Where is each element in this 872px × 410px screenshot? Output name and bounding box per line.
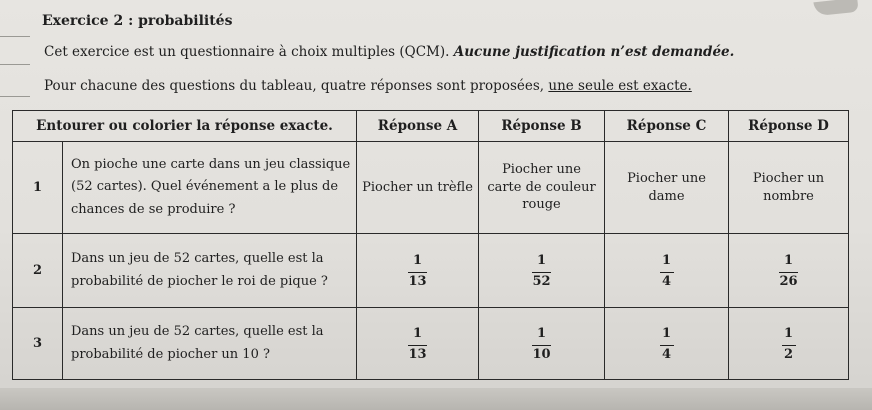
intro-line bbox=[44, 44, 734, 60]
qcm-table bbox=[12, 110, 849, 380]
instruction-line bbox=[44, 78, 692, 94]
fraction bbox=[660, 254, 674, 289]
question-text: On pioche une carte dans un jeu classique (52 cartes). Quel événement a le plus de chances de se produire ? bbox=[63, 142, 357, 234]
answer-a[interactable] bbox=[357, 308, 479, 380]
margin-rule bbox=[0, 64, 30, 65]
numerator: 1 bbox=[536, 253, 547, 269]
answer-b[interactable]: Piocher une carte de couleur rouge bbox=[479, 142, 605, 234]
page-bottom-edge bbox=[0, 388, 872, 410]
answer-d[interactable]: Piocher un nombre bbox=[729, 142, 849, 234]
fraction bbox=[532, 254, 550, 289]
margin-rule bbox=[0, 96, 30, 97]
header-answer-b: Réponse B bbox=[479, 111, 605, 142]
question-number: 1 bbox=[13, 142, 63, 234]
answer-b[interactable] bbox=[479, 234, 605, 308]
answer-c[interactable] bbox=[605, 308, 729, 380]
table-header-row bbox=[13, 111, 849, 142]
fraction bbox=[408, 254, 426, 289]
header-instruction: Entourer ou colorier la réponse exacte. bbox=[13, 111, 357, 142]
denominator: 13 bbox=[408, 273, 427, 289]
header-answer-d: Réponse D bbox=[729, 111, 849, 142]
question-text: Dans un jeu de 52 cartes, quelle est la probabilité de piocher un 10 ? bbox=[63, 308, 357, 380]
header-answer-a: Réponse A bbox=[357, 111, 479, 142]
fraction bbox=[408, 327, 426, 362]
fraction bbox=[660, 327, 674, 362]
answer-c[interactable]: Piocher une dame bbox=[605, 142, 729, 234]
paper-corner bbox=[813, 0, 858, 16]
answer-d[interactable] bbox=[729, 308, 849, 380]
fraction bbox=[779, 254, 797, 289]
intro-emphasis: Aucune justification n’est demandée. bbox=[453, 44, 735, 60]
denominator: 26 bbox=[779, 273, 798, 289]
numerator: 1 bbox=[661, 253, 672, 269]
denominator: 13 bbox=[408, 346, 427, 362]
numerator: 1 bbox=[412, 326, 423, 342]
answer-d[interactable] bbox=[729, 234, 849, 308]
answer-a[interactable]: Piocher un trèfle bbox=[357, 142, 479, 234]
numerator: 1 bbox=[536, 326, 547, 342]
header-answer-c: Réponse C bbox=[605, 111, 729, 142]
denominator: 4 bbox=[661, 346, 672, 362]
denominator: 2 bbox=[783, 346, 794, 362]
exercise-title: Exercice 2 : probabilités bbox=[42, 13, 233, 29]
denominator: 52 bbox=[532, 273, 551, 289]
question-number: 2 bbox=[13, 234, 63, 308]
question-number: 3 bbox=[13, 308, 63, 380]
table-row bbox=[13, 234, 849, 308]
answer-b[interactable] bbox=[479, 308, 605, 380]
answer-c[interactable] bbox=[605, 234, 729, 308]
numerator: 1 bbox=[412, 253, 423, 269]
numerator: 1 bbox=[783, 326, 794, 342]
instruction-underlined: une seule est exacte. bbox=[548, 78, 692, 94]
denominator: 4 bbox=[661, 273, 672, 289]
numerator: 1 bbox=[661, 326, 672, 342]
instruction-text: Pour chacune des questions du tableau, quatre réponses sont proposées, bbox=[44, 78, 549, 94]
table-row bbox=[13, 142, 849, 234]
denominator: 10 bbox=[532, 346, 551, 362]
margin-rule bbox=[0, 36, 30, 37]
numerator: 1 bbox=[783, 253, 794, 269]
question-text: Dans un jeu de 52 cartes, quelle est la probabilité de piocher le roi de pique ? bbox=[63, 234, 357, 308]
intro-text: Cet exercice est un questionnaire à choix multiples (QCM). bbox=[44, 44, 454, 60]
answer-a[interactable] bbox=[357, 234, 479, 308]
fraction bbox=[532, 327, 550, 362]
fraction bbox=[782, 327, 796, 362]
table-row bbox=[13, 308, 849, 380]
